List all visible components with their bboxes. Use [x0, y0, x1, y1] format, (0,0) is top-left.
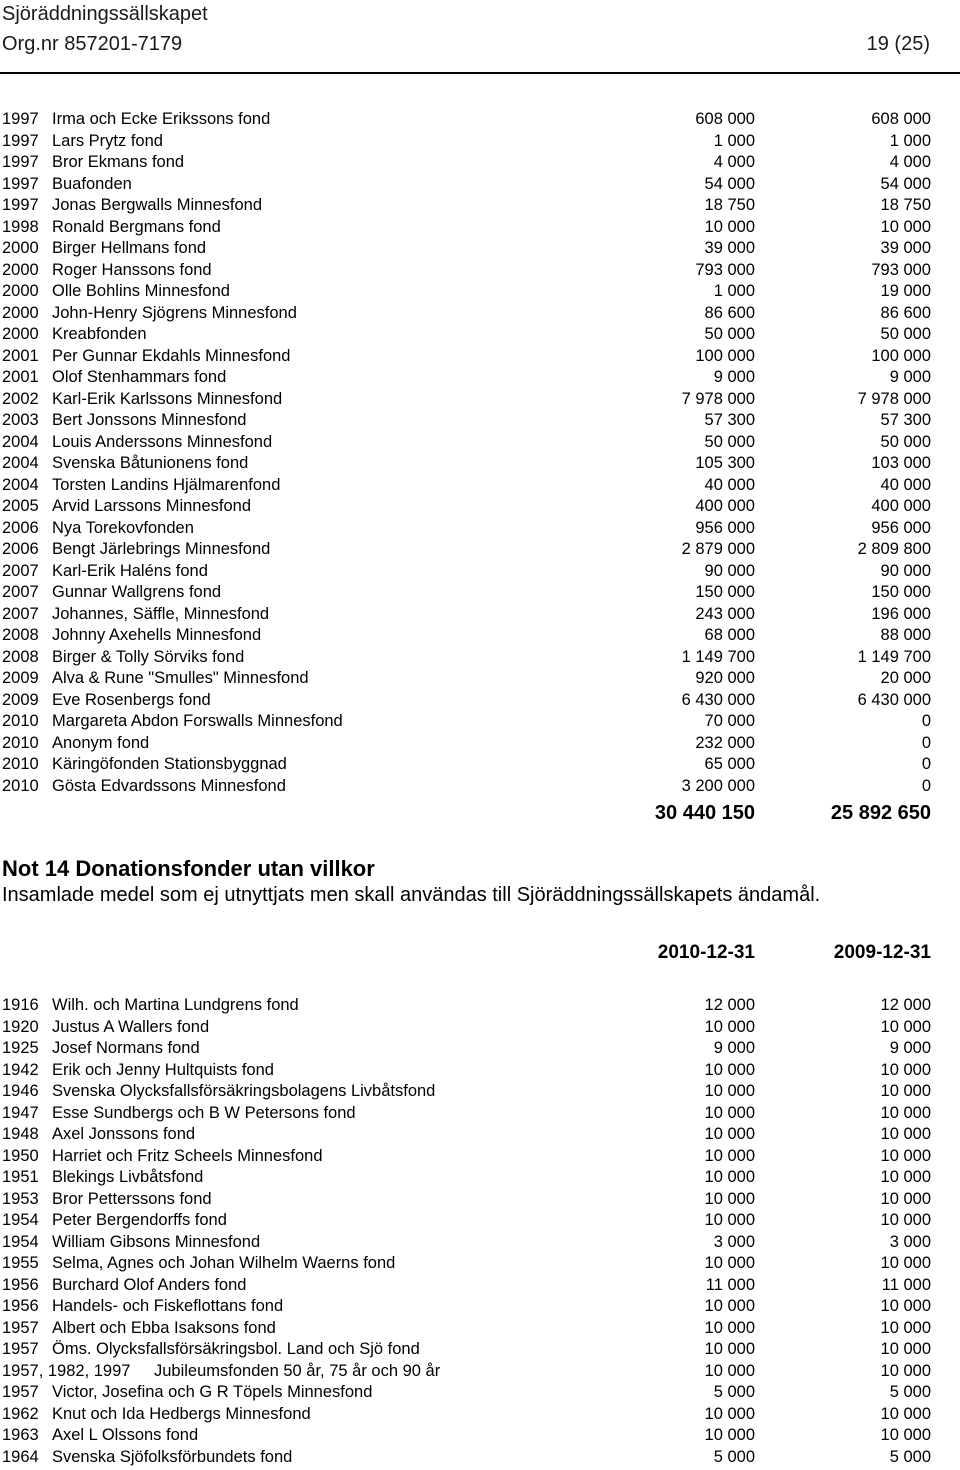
table-row [0, 1017, 960, 1039]
table-row [0, 1253, 960, 1275]
fund-year: 1957, 1982, 1997 [2, 1361, 131, 1380]
value-2009: 400 000 [871, 497, 931, 515]
fund-name: Handels- och Fiskeflottans fond [52, 1297, 284, 1315]
fund-name: Peter Bergendorffs fond [52, 1211, 227, 1229]
value-2009: 2 809 800 [857, 540, 931, 558]
fund-year: 1953 [2, 1189, 39, 1208]
fund-name: Harriet och Fritz Scheels Minnesfond [52, 1146, 323, 1165]
value-2010: 793 000 [695, 260, 755, 279]
fund-name: Burchard Olof Anders fond [52, 1275, 247, 1294]
value-2009: 956 000 [871, 518, 931, 537]
fund-name: Öms. Olycksfallsförsäkringsbol. Land och Sjö fond [52, 1340, 420, 1358]
fund-year: 2009 [2, 690, 39, 709]
value-2010: 2 879 000 [681, 540, 755, 558]
fund-name: Kreabfonden [52, 325, 147, 343]
fund-year: 1947 [2, 1103, 39, 1122]
value-2009: 0 [921, 776, 931, 795]
value-2009: 7 978 000 [857, 389, 931, 408]
value-2009: 90 000 [880, 561, 931, 580]
fund-name: Karl-Erik Karlssons Minnesfond [52, 389, 283, 408]
table-row [0, 582, 960, 604]
value-2010: 10 000 [704, 1404, 755, 1423]
note-14-description: Insamlade medel som ej utnyttjats men skall användas till Sjöräddningssällskapets ändamål. [2, 884, 821, 906]
fund-year: 1956 [2, 1297, 39, 1315]
value-2010: 90 000 [704, 561, 755, 580]
table-row [0, 1103, 960, 1125]
table-row [0, 561, 960, 583]
value-2009: 5 000 [889, 1383, 931, 1401]
fund-name: Bror Ekmans fond [52, 153, 185, 171]
fund-name: Svenska Sjöfolksförbundets fond [52, 1447, 293, 1466]
fund-year: 2006 [2, 540, 39, 558]
value-2009: 10 000 [880, 1103, 931, 1122]
value-2009: 10 000 [880, 1361, 931, 1380]
table-row [0, 1167, 960, 1189]
fund-year: 2008 [2, 647, 39, 666]
value-2010: 86 600 [704, 303, 755, 322]
value-2010: 150 000 [695, 583, 755, 601]
fund-year: 1920 [2, 1017, 39, 1036]
fund-year: 1925 [2, 1039, 39, 1057]
value-2009: 3 000 [889, 1232, 931, 1251]
table-row [0, 754, 960, 776]
fund-year: 1948 [2, 1125, 39, 1143]
total-2009: 25 892 650 [830, 802, 931, 824]
value-2009: 196 000 [871, 604, 931, 623]
fund-year: 1997 [2, 153, 39, 171]
fund-year: 2008 [2, 626, 39, 644]
table-row [0, 389, 960, 411]
value-2010: 100 000 [695, 346, 755, 365]
fund-name: Axel Jonssons fond [52, 1125, 196, 1143]
value-2009: 86 600 [880, 303, 931, 322]
fund-year: 1997 [2, 110, 39, 128]
value-2010: 10 000 [704, 1318, 755, 1337]
value-2010: 10 000 [704, 1168, 755, 1186]
value-2009: 18 750 [880, 196, 931, 214]
value-2009: 1 149 700 [857, 647, 931, 666]
value-2010: 10 000 [704, 217, 755, 236]
fund-name: Olle Bohlins Minnesfond [52, 282, 230, 300]
fund-name: Eve Rosenbergs fond [52, 690, 211, 709]
table-row [0, 1318, 960, 1340]
value-2009: 5 000 [889, 1447, 931, 1466]
note-14-title: Not 14 Donationsfonder utan villkor [2, 856, 375, 881]
value-2010: 920 000 [695, 669, 755, 687]
fund-year: 2003 [2, 411, 39, 429]
value-2010: 18 750 [704, 196, 755, 214]
table-row [0, 432, 960, 454]
fund-year: 1997 [2, 174, 39, 193]
fund-name: Käringöfonden Stationsbyggnad [52, 755, 287, 773]
fund-year: 2009 [2, 669, 39, 687]
value-2010: 50 000 [704, 432, 755, 451]
value-2010: 10 000 [704, 1297, 755, 1315]
value-2010: 12 000 [704, 996, 755, 1014]
value-2010: 10 000 [704, 1103, 755, 1122]
table-row [0, 1081, 960, 1103]
value-2009: 50 000 [880, 432, 931, 451]
value-2010: 6 430 000 [681, 690, 755, 709]
fund-year: 2007 [2, 604, 39, 623]
table-row [0, 1232, 960, 1254]
value-2009: 10 000 [880, 1254, 931, 1272]
value-2010: 10 000 [704, 1361, 755, 1380]
value-2010: 5 000 [713, 1447, 755, 1466]
fund-year: 2004 [2, 475, 39, 494]
value-2009: 103 000 [871, 454, 931, 472]
fund-name: Roger Hanssons fond [52, 260, 212, 279]
value-2009: 10 000 [880, 1404, 931, 1423]
value-2009: 793 000 [871, 260, 931, 279]
table-row [0, 625, 960, 647]
funds-with-conditions-table [0, 109, 960, 797]
value-2009: 10 000 [880, 1168, 931, 1186]
column-header-2010: 2010-12-31 [657, 942, 755, 963]
table-row [0, 1339, 960, 1361]
fund-name: Axel L Olssons fond [52, 1426, 199, 1444]
value-2010: 10 000 [704, 1211, 755, 1229]
fund-name: Erik och Jenny Hultquists fond [52, 1060, 274, 1079]
funds-without-conditions-table [0, 995, 960, 1468]
fund-year: 2000 [2, 239, 39, 257]
fund-name: Birger & Tolly Sörviks fond [52, 647, 245, 666]
table-row [0, 109, 960, 131]
fund-name: Selma, Agnes och Johan Wilhelm Waerns fond [52, 1254, 396, 1272]
fund-name: Nya Torekovfonden [52, 518, 194, 537]
value-2009: 0 [921, 733, 931, 752]
value-2009: 100 000 [871, 346, 931, 365]
value-2010: 10 000 [704, 1189, 755, 1208]
table-row [0, 346, 960, 368]
value-2010: 39 000 [704, 239, 755, 257]
table-row [0, 1124, 960, 1146]
table-row [0, 1146, 960, 1168]
fund-name: Blekings Livbåtsfond [52, 1168, 204, 1186]
value-2009: 1 000 [889, 131, 931, 150]
fund-year: 1957 [2, 1340, 39, 1358]
value-2010: 105 300 [695, 454, 755, 472]
value-2009: 20 000 [880, 669, 931, 687]
value-2010: 5 000 [713, 1383, 755, 1401]
value-2010: 9 000 [713, 1039, 755, 1057]
fund-name: Per Gunnar Ekdahls Minnesfond [52, 346, 291, 365]
fund-name: Johnny Axehells Minnesfond [52, 626, 262, 644]
fund-name: Louis Anderssons Minnesfond [52, 432, 273, 451]
table-row [0, 1447, 960, 1469]
fund-year: 2000 [2, 260, 39, 279]
column-headers [0, 940, 960, 966]
table-row [0, 367, 960, 389]
value-2009: 10 000 [880, 1426, 931, 1444]
table-row [0, 410, 960, 432]
value-2010: 10 000 [704, 1017, 755, 1036]
value-2009: 9 000 [889, 1039, 931, 1057]
value-2010: 4 000 [713, 153, 755, 171]
value-2010: 10 000 [704, 1426, 755, 1444]
fund-name: Wilh. och Martina Lundgrens fond [52, 996, 299, 1014]
table-row [0, 1404, 960, 1426]
value-2009: 54 000 [880, 174, 931, 193]
value-2010: 10 000 [704, 1340, 755, 1358]
value-2009: 608 000 [871, 110, 931, 128]
value-2009: 9 000 [889, 368, 931, 386]
value-2010: 7 978 000 [681, 389, 755, 408]
fund-year: 1916 [2, 996, 39, 1014]
table-row [0, 1275, 960, 1297]
fund-name: Jonas Bergwalls Minnesfond [52, 196, 263, 214]
value-2010: 1 149 700 [681, 647, 755, 666]
fund-year: 1963 [2, 1426, 39, 1444]
fund-year: 2007 [2, 583, 39, 601]
table-row [0, 690, 960, 712]
value-2009: 6 430 000 [857, 690, 931, 709]
fund-year: 1957 [2, 1383, 39, 1401]
fund-name: Irma och Ecke Erikssons fond [52, 110, 271, 128]
fund-name: Margareta Abdon Forswalls Minnesfond [52, 712, 343, 730]
header-divider [0, 72, 960, 74]
table-row [0, 475, 960, 497]
table-row [0, 217, 960, 239]
table-row [0, 152, 960, 174]
org-number: Org.nr 857201-7179 [2, 33, 183, 55]
fund-year: 2010 [2, 712, 39, 730]
value-2009: 4 000 [889, 153, 931, 171]
fund-year: 2001 [2, 346, 39, 365]
value-2010: 3 200 000 [681, 776, 755, 795]
value-2010: 65 000 [704, 755, 755, 773]
value-2009: 10 000 [880, 1211, 931, 1229]
fund-name: Jubileumsfonden 50 år, 75 år och 90 år [154, 1361, 441, 1380]
table-row [0, 174, 960, 196]
value-2010: 10 000 [704, 1254, 755, 1272]
value-2009: 10 000 [880, 1125, 931, 1143]
table-row [0, 195, 960, 217]
value-2010: 68 000 [704, 626, 755, 644]
table-row [0, 1361, 960, 1383]
value-2010: 10 000 [704, 1060, 755, 1079]
column-header-2009: 2009-12-31 [833, 942, 931, 963]
value-2009: 10 000 [880, 1340, 931, 1358]
fund-year: 1957 [2, 1318, 39, 1337]
value-2010: 608 000 [695, 110, 755, 128]
page-number: 19 (25) [866, 33, 930, 55]
value-2010: 9 000 [713, 368, 755, 386]
value-2010: 1 000 [713, 282, 755, 300]
value-2009: 50 000 [880, 325, 931, 343]
fund-year: 2010 [2, 755, 39, 773]
fund-name: Alva & Rune "Smulles" Minnesfond [52, 669, 309, 687]
fund-name: John-Henry Sjögrens Minnesfond [52, 303, 297, 322]
value-2010: 232 000 [695, 733, 755, 752]
fund-year: 1964 [2, 1447, 39, 1466]
value-2009: 10 000 [880, 1017, 931, 1036]
value-2009: 40 000 [880, 475, 931, 494]
value-2009: 0 [921, 755, 931, 773]
fund-name: Olof Stenhammars fond [52, 368, 227, 386]
value-2010: 11 000 [705, 1275, 755, 1294]
value-2009: 10 000 [880, 1146, 931, 1165]
value-2009: 10 000 [880, 217, 931, 236]
fund-name: Anonym fond [52, 733, 150, 752]
value-2010: 10 000 [704, 1125, 755, 1143]
value-2009: 0 [921, 712, 931, 730]
value-2010: 10 000 [704, 1146, 755, 1165]
organization-name: Sjöräddningssällskapet [2, 3, 208, 25]
table-row [0, 995, 960, 1017]
value-2009: 10 000 [880, 1082, 931, 1100]
table-row [0, 733, 960, 755]
value-2009: 11 000 [881, 1275, 931, 1294]
fund-name: Ronald Bergmans fond [52, 217, 221, 236]
fund-name: Arvid Larssons Minnesfond [52, 497, 252, 515]
fund-name: Buafonden [52, 174, 132, 193]
table-row [0, 260, 960, 282]
value-2009: 88 000 [880, 626, 931, 644]
table-row [0, 238, 960, 260]
table-row [0, 281, 960, 303]
value-2009: 10 000 [880, 1060, 931, 1079]
value-2010: 400 000 [695, 497, 755, 515]
table-row [0, 324, 960, 346]
fund-year: 2010 [2, 776, 39, 795]
fund-name: Knut och Ida Hedbergs Minnesfond [52, 1404, 311, 1423]
fund-year: 2005 [2, 497, 39, 515]
value-2010: 50 000 [704, 325, 755, 343]
table-row [0, 453, 960, 475]
fund-name: Birger Hellmans fond [52, 239, 207, 257]
value-2010: 54 000 [704, 174, 755, 193]
value-2010: 3 000 [713, 1232, 755, 1251]
fund-name: Josef Normans fond [52, 1039, 200, 1057]
fund-year: 2000 [2, 325, 39, 343]
fund-year: 2006 [2, 518, 39, 537]
fund-name: Johannes, Säffle, Minnesfond [52, 604, 270, 623]
table-row [0, 1189, 960, 1211]
fund-year: 2001 [2, 368, 39, 386]
fund-year: 1950 [2, 1146, 39, 1165]
fund-year: 1997 [2, 131, 39, 150]
total-2010: 30 440 150 [654, 802, 755, 824]
fund-year: 1955 [2, 1254, 39, 1272]
fund-year: 2002 [2, 389, 39, 408]
fund-year: 1997 [2, 196, 39, 214]
fund-year: 2007 [2, 561, 39, 580]
fund-year: 2010 [2, 733, 39, 752]
fund-name: Victor, Josefina och G R Töpels Minnesfond [52, 1383, 373, 1401]
fund-name: Gösta Edvardssons Minnesfond [52, 776, 286, 795]
value-2009: 19 000 [880, 282, 931, 300]
value-2009: 57 300 [880, 411, 931, 429]
fund-year: 2000 [2, 303, 39, 322]
fund-year: 1954 [2, 1211, 39, 1229]
fund-name: Torsten Landins Hjälmarenfond [52, 475, 281, 494]
fund-year: 1946 [2, 1082, 39, 1100]
value-2010: 70 000 [704, 712, 755, 730]
fund-name: Bror Petterssons fond [52, 1189, 212, 1208]
value-2010: 57 300 [704, 411, 755, 429]
table-row [0, 303, 960, 325]
table-row [0, 776, 960, 798]
table-row [0, 647, 960, 669]
value-2009: 39 000 [880, 239, 931, 257]
table-row [0, 496, 960, 518]
fund-name: Bert Jonssons Minnesfond [52, 411, 247, 429]
value-2009: 10 000 [880, 1189, 931, 1208]
value-2010: 10 000 [704, 1082, 755, 1100]
fund-name: Esse Sundbergs och B W Petersons fond [52, 1103, 356, 1122]
fund-name: Albert och Ebba Isaksons fond [52, 1318, 276, 1337]
table-row [0, 1038, 960, 1060]
fund-name: Bengt Järlebrings Minnesfond [52, 540, 271, 558]
fund-name: Gunnar Wallgrens fond [52, 583, 222, 601]
fund-year: 2004 [2, 454, 39, 472]
value-2009: 150 000 [871, 583, 931, 601]
table-row [0, 539, 960, 561]
table-row [0, 711, 960, 733]
table-row [0, 668, 960, 690]
value-2010: 243 000 [695, 604, 755, 623]
value-2010: 40 000 [704, 475, 755, 494]
value-2009: 12 000 [880, 996, 931, 1014]
fund-year: 1942 [2, 1060, 39, 1079]
table-row [0, 1382, 960, 1404]
value-2009: 10 000 [880, 1297, 931, 1315]
fund-name: Karl-Erik Haléns fond [52, 561, 208, 580]
table-row [0, 1296, 960, 1318]
fund-year: 1962 [2, 1404, 39, 1423]
fund-name: Lars Prytz fond [52, 131, 163, 150]
value-2010: 956 000 [695, 518, 755, 537]
fund-year: 1951 [2, 1168, 39, 1186]
fund-name: William Gibsons Minnesfond [52, 1232, 261, 1251]
value-2009: 10 000 [880, 1318, 931, 1337]
fund-name: Svenska Båtunionens fond [52, 454, 249, 472]
table-row [0, 1425, 960, 1447]
table-row [0, 131, 960, 153]
table-row [0, 604, 960, 626]
totals-row [0, 800, 960, 826]
fund-year: 1956 [2, 1275, 39, 1294]
table-row [0, 1060, 960, 1082]
fund-name: Svenska Olycksfallsförsäkringsbolagens Livbåtsfond [52, 1082, 436, 1100]
fund-year: 2004 [2, 432, 39, 451]
fund-name: Justus A Wallers fond [52, 1017, 210, 1036]
table-row [0, 518, 960, 540]
value-2010: 1 000 [713, 131, 755, 150]
fund-year: 2000 [2, 282, 39, 300]
fund-year: 1954 [2, 1232, 39, 1251]
fund-year: 1998 [2, 217, 39, 236]
table-row [0, 1210, 960, 1232]
